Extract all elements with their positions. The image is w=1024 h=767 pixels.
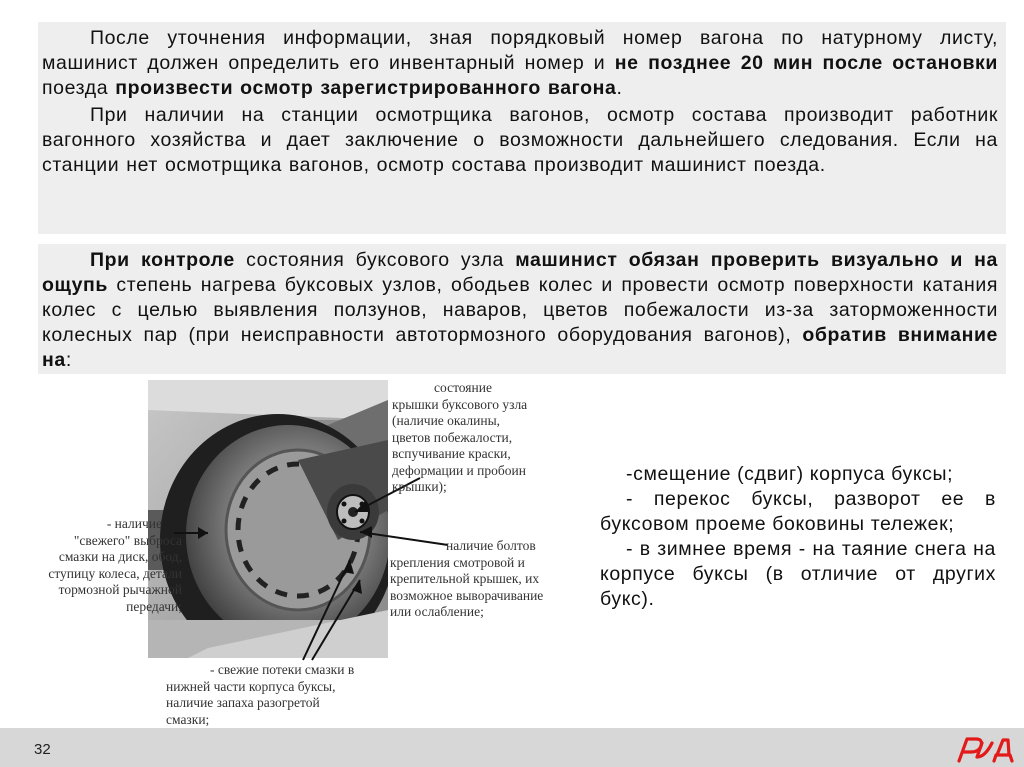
caption-bolts: наличие болтов крепления смотровой и крепительной крышек, их возможное выворачивание или ослабление;	[390, 538, 544, 619]
paragraph-inspection-timing: После уточнения информации, зная порядковый номер вагона по натурному листу, машинист должен определить его инвентарный номер и не позднее 20 мин после остановки поезда произвести осмотр зарегистрированного вагона.	[42, 27, 999, 99]
checklist	[600, 462, 996, 612]
list-item: - в зимнее время - на таяние снега на корпусе буксы (в отличие от других букс).	[600, 538, 996, 610]
list-item: - перекос буксы, разворот ее в буксовом проеме боковины тележек;	[600, 488, 996, 535]
footer-bar	[0, 728, 1024, 767]
page-number: 32	[34, 741, 51, 758]
paragraph-control: При контроле состояния буксового узла машинист обязан проверить визуально и на ощупь степень нагрева буксовых узлов, ободьев колес и провести осмотр поверхности катания колес с целью выявления ползунов, наваров, цветов побежалости из-за заторможенности колесных пар (при неисправности автотормозного оборудования вагонов), обратив внимание на:	[42, 249, 999, 371]
caption-grease-leaks: - свежие потеки смазки в нижней части корпуса буксы, наличие запаха разогретой смазки;	[166, 662, 355, 727]
caption-grease-ejection: - наличие "свежего" выброса смазки на диск, обод, ступицу колеса, детали тормозной рычажной передачи;	[48, 516, 182, 614]
paragraph-inspector: При наличии на станции осмотрщика вагонов, осмотр состава производит работник вагонного хозяйства и дает заключение о возможности дальнейшего следования. Если на станции нет осмотрщика вагонов, осмотр состава производит машинист поезда.	[42, 104, 998, 176]
list-item: -смещение (сдвиг) корпуса буксы;	[626, 463, 954, 485]
rzd-logo-icon	[954, 734, 1016, 764]
caption-cover-condition: состояние крышки буксового узла (наличие окалины, цветов побежалости, вспучивание краски, деформации и пробоин крышки);	[392, 380, 528, 494]
